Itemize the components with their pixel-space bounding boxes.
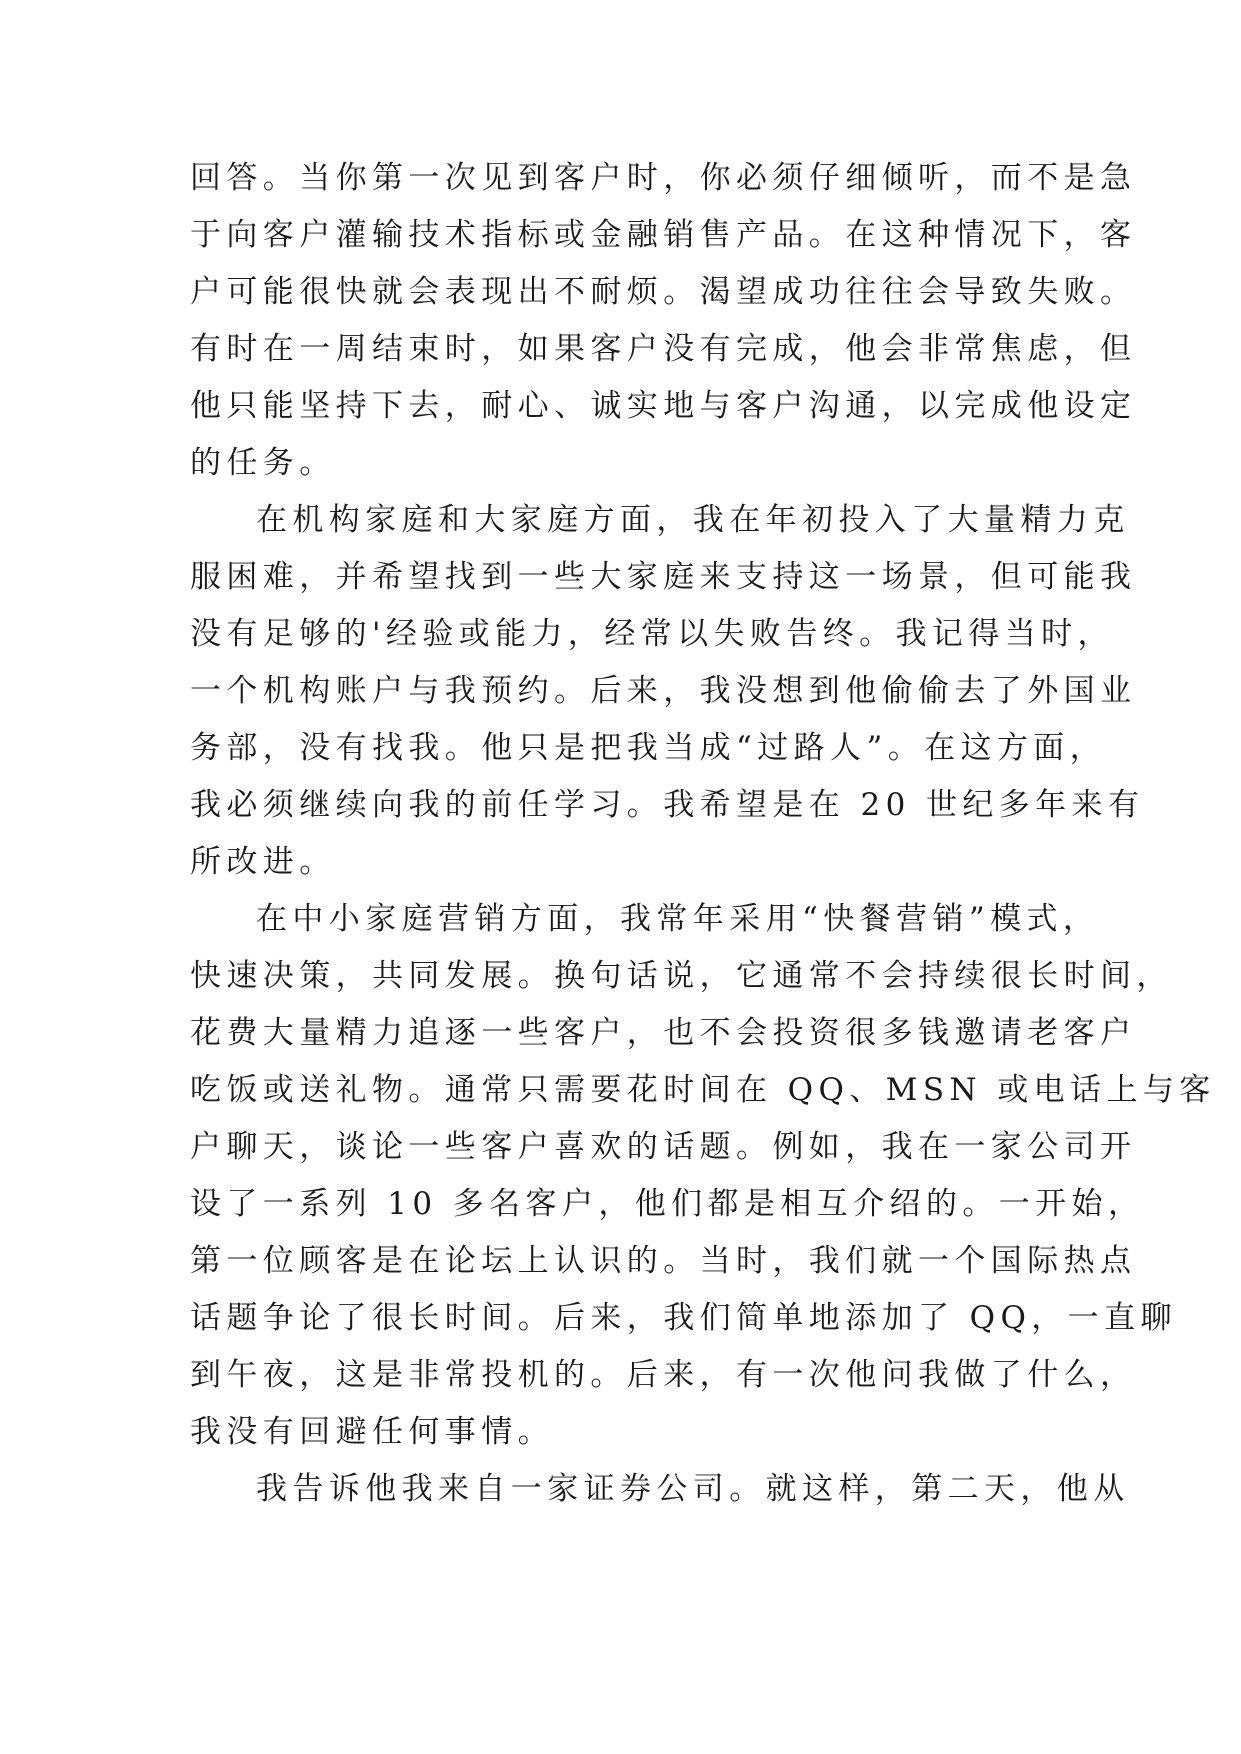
paragraph-2-line-6: 我必须继续向我的前任学习。我希望是在 20 世纪多年来有	[190, 787, 1145, 823]
paragraph-4-line-1: 我告诉他我来自一家证券公司。就这样，第二天，他从	[256, 1471, 1130, 1507]
paragraph-1-line-4: 有时在一周结束时，如果客户没有完成，他会非常焦虑，但	[190, 331, 1137, 367]
paragraph-1-line-1: 回答。当你第一次见到客户时，你必须仔细倾听，而不是急	[190, 160, 1137, 196]
paragraph-3-line-8: 话题争论了很长时间。后来，我们简单地添加了 QQ，一直聊	[190, 1300, 1177, 1336]
paragraph-3-line-10: 我没有回避任何事情。	[190, 1414, 554, 1450]
document-body	[190, 150, 1216, 1518]
paragraph-1-line-3: 户可能很快就会表现出不耐烦。渴望成功往往会导致失败。	[190, 274, 1137, 310]
paragraph-3-line-2: 快速决策，共同发展。换句话说，它通常不会持续很长时间，	[190, 958, 1173, 994]
paragraph-3-line-5: 户聊天，谈论一些客户喜欢的话题。例如，我在一家公司开	[190, 1129, 1137, 1165]
paragraph-2-line-7: 所改进。	[190, 844, 336, 880]
paragraph-3-line-9: 到午夜，这是非常投机的。后来，有一次他问我做了什么，	[190, 1357, 1137, 1393]
paragraph-3-line-3: 花费大量精力追逐一些客户，也不会投资很多钱邀请老客户	[190, 1015, 1137, 1051]
paragraph-3-line-4: 吃饭或送礼物。通常只需要花时间在 QQ、MSN 或电话上与客	[190, 1072, 1216, 1108]
paragraph-2-line-2: 服困难，并希望找到一些大家庭来支持这一场景，但可能我	[190, 559, 1137, 595]
paragraph-2-line-4: 一个机构账户与我预约。后来，我没想到他偷偷去了外国业	[190, 673, 1137, 709]
paragraph-3-line-7: 第一位顾客是在论坛上认识的。当时，我们就一个国际热点	[190, 1243, 1137, 1279]
paragraph-2-line-3: 没有足够的'经验或能力，经常以失败告终。我记得当时，	[190, 616, 1114, 652]
paragraph-1-line-2: 于向客户灌输技术指标或金融销售产品。在这种情况下，客	[190, 217, 1137, 253]
paragraph-3-line-1: 在中小家庭营销方面，我常年采用“快餐营销”模式，	[256, 901, 1100, 937]
paragraph-2-line-5: 务部，没有找我。他只是把我当成“过路人”。在这方面，	[190, 730, 1107, 766]
paragraph-1-line-6: 的任务。	[190, 445, 336, 481]
paragraph-3-line-6: 设了一系列 10 多名客户，他们都是相互介绍的。一开始，	[190, 1186, 1145, 1222]
paragraph-1-line-5: 他只能坚持下去，耐心、诚实地与客户沟通，以完成他设定	[190, 388, 1137, 424]
paragraph-2-line-1: 在机构家庭和大家庭方面，我在年初投入了大量精力克	[256, 502, 1130, 538]
